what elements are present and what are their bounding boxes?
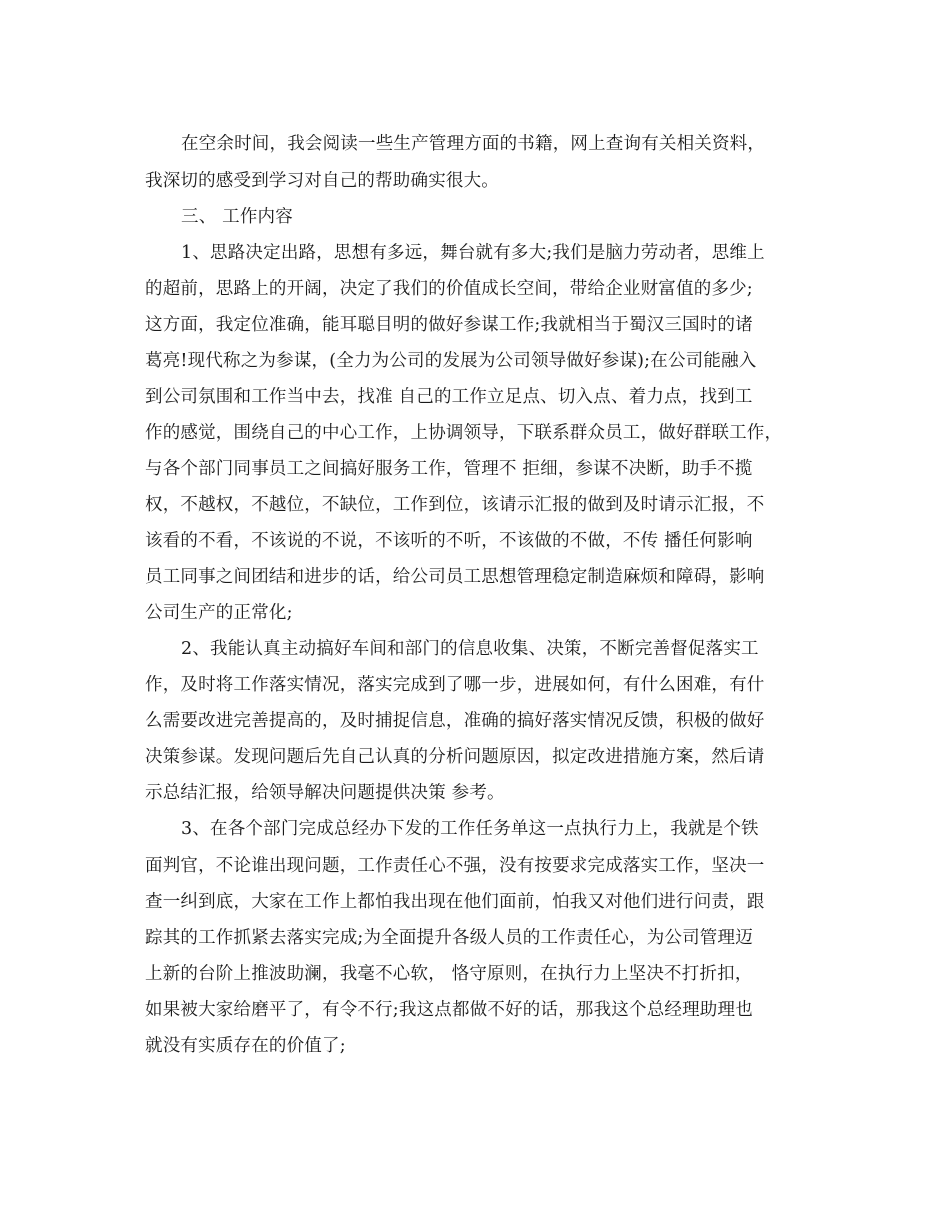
- paragraph-line: 该看的不看，不该说的不说，不该听的不听，不该做的不做，不传 播任何影响: [145, 531, 753, 551]
- paragraph-line: 1、思路决定出路，思想有多远，舞台就有多大;我们是脑力劳动者，思维上: [181, 243, 765, 263]
- paragraph-line: 上新的台阶上推波助澜，我毫不心软， 恪守原则，在执行力上坚决不打折扣，: [145, 964, 753, 984]
- paragraph-line: 作的感觉，围绕自己的中心工作，上协调领导，下联系群众员工，做好群联工作，: [145, 423, 783, 443]
- paragraph-line: 如果被大家给磨平了，有令不行;我这点都做不好的话，那我这个总经理助理也: [145, 1000, 753, 1020]
- section-heading: 三、 工作内容: [181, 207, 293, 227]
- paragraph-line: 葛亮!现代称之为参谋，(全力为公司的发展为公司领导做好参谋);在公司能融入: [145, 351, 757, 371]
- paragraph-line: 么需要改进完善提高的，及时捕捉信息，准确的搞好落实情况反馈，积极的做好: [145, 711, 765, 731]
- paragraph-line: 在空余时间，我会阅读一些生产管理方面的书籍，网上查询有关相关资料，: [181, 134, 766, 154]
- paragraph-line: 这方面，我定位准确，能耳聪目明的做好参谋工作;我就相当于蜀汉三国时的诸: [145, 315, 753, 335]
- paragraph-line: 作，及时将工作落实情况，落实完成到了哪一步，进展如何，有什么困难，有什: [145, 675, 765, 695]
- paragraph-line: 查一纠到底，大家在工作上都怕我出现在他们面前，怕我又对他们进行问责，跟: [145, 892, 765, 912]
- paragraph-line: 踪其的工作抓紧去落实完成;为全面提升各级人员的工作责任心，为公司管理迈: [145, 928, 753, 948]
- paragraph-line: 2、我能认真主动搞好车间和部门的信息收集、决策，不断完善督促落实工: [181, 639, 759, 659]
- paragraph-line: 示总结汇报，给领导解决问题提供决策 参考。: [145, 783, 505, 803]
- paragraph-line: 公司生产的正常化;: [145, 603, 293, 623]
- paragraph-line: 到公司氛围和工作当中去，找准 自己的工作立足点、切入点、着力点，找到工: [145, 387, 753, 407]
- paragraph-line: 就没有实质存在的价值了;: [145, 1036, 346, 1056]
- paragraph-line: 决策参谋。发现问题后先自己认真的分析问题原因，拟定改进措施方案，然后请: [145, 747, 765, 767]
- paragraph-line: 3、在各个部门完成总经办下发的工作任务单这一点执行力上，我就是个铁: [181, 819, 759, 839]
- paragraph-line: 员工同事之间团结和进步的话，给公司员工思想管理稳定制造麻烦和障碍，影响: [145, 567, 765, 587]
- paragraph-line: 我深切的感受到学习对自己的帮助确实很大。: [145, 171, 499, 191]
- paragraph-line: 权，不越权，不越位，不缺位，工作到位，该请示汇报的做到及时请示汇报，不: [145, 495, 765, 515]
- paragraph-line: 与各个部门同事员工之间搞好服务工作，管理不 拒细，参谋不决断，助手不揽: [145, 459, 753, 479]
- paragraph-line: 的超前，思路上的开阔，决定了我们的价值成长空间，带给企业财富值的多少;: [145, 279, 753, 299]
- paragraph-line: 面判官，不论谁出现问题，工作责任心不强，没有按要求完成落实工作，坚决一: [145, 856, 765, 876]
